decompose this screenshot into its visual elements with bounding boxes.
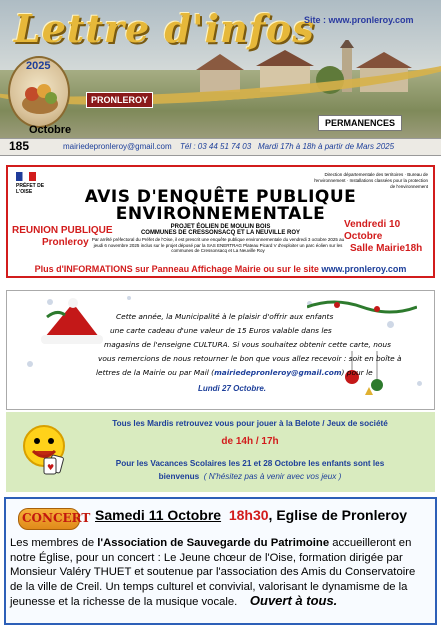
direction-label: Direction départementale des territoires · Bureau de l'environnement · Installations classées pour la protection de l'environnement — [313, 172, 428, 189]
cultura-line-1: Cette année, la Municipalité à le plaisir d'offrir aux enfants — [116, 312, 334, 321]
belote-welcome: bienvenus — [158, 472, 200, 481]
snowflake-icon — [27, 361, 33, 367]
belote-hours: de 14h / 17h — [221, 436, 279, 447]
issue-number: 185 — [9, 139, 30, 153]
header-website[interactable]: Site : www.pronleroy.com — [304, 15, 414, 25]
cultura-line-2: une carte cadeau d'une valeur de 15 Euros valable dans les — [110, 326, 332, 335]
contact-phone: Tél : 03 44 51 74 03 — [180, 142, 252, 151]
office-hours: Mardi 17h à 18h à partir de Mars 2025 — [258, 142, 395, 151]
cultura-line-5-pre: lettres de la Mairie ou par Mail ( — [96, 368, 215, 377]
public-meeting-label — [12, 225, 113, 249]
public-meeting-line2: Pronleroy — [42, 237, 89, 248]
project-communes: COMMUNES DE CRESSONSACQ ET LA NEUVILLE ROY — [140, 230, 301, 236]
concert-badge-label: CONCERT — [22, 511, 91, 525]
meeting-date-line2: Salle Mairie18h — [350, 243, 423, 254]
concert-description — [10, 536, 430, 610]
village-badge: PRONLEROY — [86, 92, 153, 108]
cultura-email[interactable]: mairiedepronleroy@gmail.com — [214, 368, 342, 377]
concert-body-pre: Les membres de — [10, 537, 98, 549]
concert-open-to-all: Ouvert à tous. — [249, 593, 338, 609]
public-inquiry-box — [6, 165, 435, 278]
inquiry-title-line2: ENVIRONNEMENTALE — [115, 204, 326, 224]
concert-place: , Eglise de Pronleroy — [268, 507, 408, 523]
meeting-date-line1: Vendredi 10 Octobre — [344, 219, 401, 242]
french-flag-icon — [16, 172, 36, 181]
snowflake-icon — [417, 381, 422, 386]
inquiry-title — [8, 189, 433, 223]
meeting-date — [344, 219, 433, 255]
inquiry-title-line1: AVIS D'ENQUÊTE PUBLIQUE — [84, 187, 357, 207]
cultura-line-4: vous remercions de nous retourner le bon que vous allez recevoir : soit en boîte à — [98, 354, 402, 363]
belote-bring-games-note: ( N'hésitez pas à venir avec vos jeux ) — [203, 472, 342, 481]
concert-body-main: accueilleront en notre Église, pour un concert : Le Jeune chœur de l'Oise, formation dirigée par Monsieur Valéry THUET et soutenue par l'association des Amis du Conservatoire de la ville de Creil. Un temps culturel et convivial, valorisant le dynamisme de la jeunesse et la richesse de la musique vocale. — [10, 537, 416, 609]
newsletter-title: Lettre d'infos — [14, 6, 315, 51]
permanences-badge: PERMANENCES — [318, 115, 402, 131]
concert-association: l'Association de Sauvegarde du Patrimoine — [97, 537, 330, 549]
cultura-deadline: Lundi 27 Octobre. — [198, 384, 267, 393]
concert-date: Samedi 11 Octobre — [95, 507, 222, 523]
prefectoral-order-text: Par arrêté préfectoral du Préfet de l'Oise, il est prescrit une enquête publique environnementale du vendredi 3 octobre 2025 au jeudi 6 novembre 2025 inclus sur le projet déposé par la SAS ENERTRAG Plateau Picard V d'exploiter un parc éolien sur les communes de Cressonsacq et La Neuville Roy — [91, 237, 345, 253]
more-info-website[interactable]: www.pronleroy.com — [321, 264, 407, 274]
cultura-line-3: magasins de l'enseigne CULTURA. Si vous souhaitez obtenir cette carte, nous — [104, 340, 391, 349]
fruit-basket-icon — [18, 74, 62, 118]
concert-title — [95, 507, 407, 523]
svg-text:♥: ♥ — [47, 463, 55, 472]
cultura-text — [92, 310, 402, 380]
public-meeting-line1: REUNION PUBLIQUE — [12, 225, 113, 236]
belote-holiday-line1: Pour les Vacances Scolaires les 21 et 28 Octobre les enfants sont les — [115, 459, 385, 468]
cultura-line-5 — [92, 366, 402, 380]
issue-year: 2025 — [26, 60, 51, 72]
more-info-line — [8, 264, 433, 274]
contact-email[interactable]: mairiedepronleroy@gmail.com — [63, 142, 172, 151]
issue-month: Octobre — [29, 124, 72, 136]
concert-time: 18h30 — [228, 507, 269, 523]
snowflake-icon — [127, 296, 131, 300]
belote-holiday-text — [80, 457, 420, 483]
cultura-line-5-post: ) pour le — [341, 368, 373, 377]
prefet-label: PRÉFET DE L'OISE — [16, 183, 45, 195]
smiley-playing-cards-icon — [16, 420, 72, 476]
project-name: PROJET ÉOLIEN DE MOULIN BOIS — [170, 224, 271, 230]
belote-weekly-text: Tous les Mardis retrouvez vous pour jouer à la Belote / Jeux de société — [112, 419, 388, 428]
more-info-text: Plus d'INFORMATIONS sur Panneau Affichage Mairie ou sur le site — [34, 264, 322, 274]
